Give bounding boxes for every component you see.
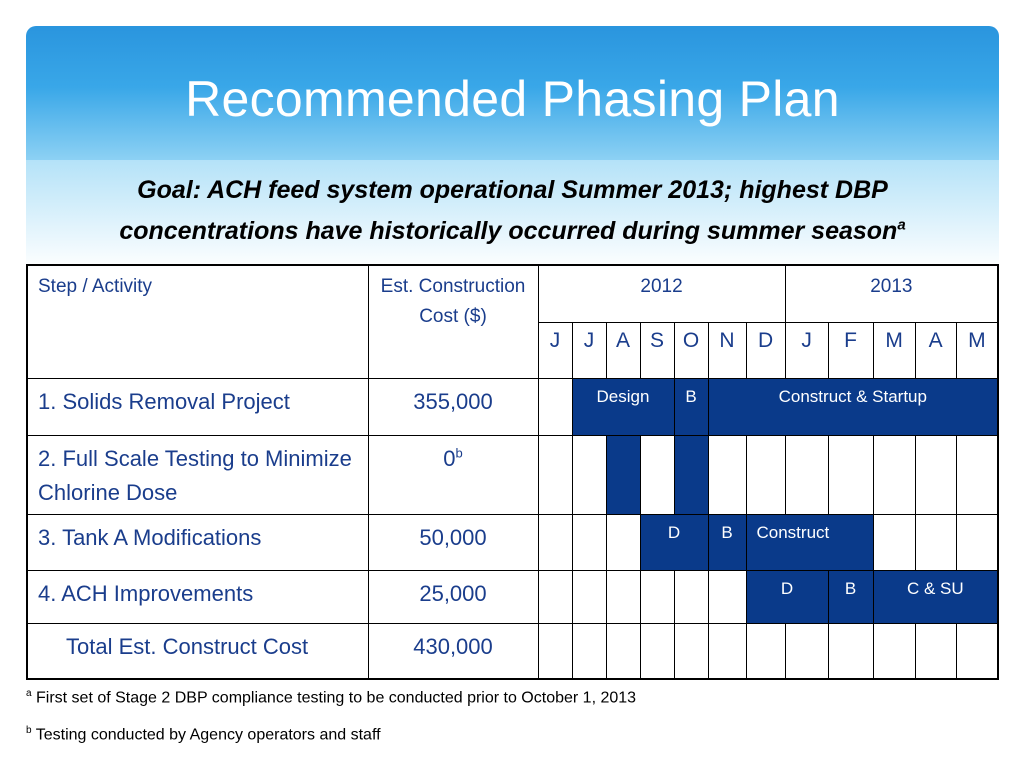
table-row-total	[27, 623, 998, 679]
step-label: Total Est. Construct Cost	[27, 623, 368, 679]
gantt-empty-cell	[828, 435, 873, 514]
gantt-empty-cell	[640, 435, 674, 514]
step-label: 3. Tank A Modifications	[27, 514, 368, 570]
gantt-empty-cell	[746, 623, 785, 679]
month-cell: D	[746, 322, 785, 378]
gantt-empty-cell	[674, 570, 708, 623]
gantt-empty-cell	[538, 435, 572, 514]
cost-footnote-mark: b	[455, 445, 463, 461]
gantt-bar-testing	[674, 435, 708, 514]
gantt-empty-cell	[572, 623, 606, 679]
gantt-bar-construct: Construct	[746, 514, 873, 570]
gantt-empty-cell	[606, 570, 640, 623]
gantt-empty-cell	[956, 623, 998, 679]
gantt-empty-cell	[538, 570, 572, 623]
goal-statement	[26, 170, 999, 252]
gantt-empty-cell	[746, 435, 785, 514]
month-cell: O	[674, 322, 708, 378]
gantt-empty-cell	[606, 623, 640, 679]
gantt-empty-cell	[606, 514, 640, 570]
gantt-bar-bid: B	[674, 378, 708, 435]
gantt-empty-cell	[873, 435, 915, 514]
cost-value: 25,000	[368, 570, 538, 623]
gantt-empty-cell	[915, 514, 956, 570]
gantt-bar-construct-startup: C & SU	[873, 570, 998, 623]
gantt-empty-cell	[956, 435, 998, 514]
header-year-2013: 2013	[785, 265, 998, 322]
cost-value: 430,000	[368, 623, 538, 679]
goal-line-2	[26, 211, 999, 252]
gantt-empty-cell	[674, 623, 708, 679]
slide-title: Recommended Phasing Plan	[185, 71, 840, 127]
table-row	[27, 514, 998, 570]
month-cell: M	[873, 322, 915, 378]
step-label: 2. Full Scale Testing to Minimize Chlorine Dose	[27, 435, 368, 514]
gantt-empty-cell	[708, 570, 746, 623]
gantt-empty-cell	[572, 514, 606, 570]
month-cell: A	[915, 322, 956, 378]
gantt-empty-cell	[538, 514, 572, 570]
cost-value-text: 0	[443, 445, 456, 471]
footnote-b-text: Testing conducted by Agency operators and staff	[31, 726, 381, 744]
table-row	[27, 570, 998, 623]
goal-line-2-text: concentrations have historically occurred during summer season	[119, 217, 898, 245]
month-cell: J	[785, 322, 828, 378]
gantt-empty-cell	[785, 435, 828, 514]
footnote-b-mark: b	[26, 725, 32, 736]
gantt-empty-cell	[873, 623, 915, 679]
month-cell: A	[606, 322, 640, 378]
month-cell: S	[640, 322, 674, 378]
gantt-empty-cell	[640, 623, 674, 679]
gantt-bar-bid: B	[828, 570, 873, 623]
gantt-empty-cell	[956, 514, 998, 570]
gantt-empty-cell	[572, 435, 606, 514]
month-cell: F	[828, 322, 873, 378]
header-year-2012: 2012	[538, 265, 785, 322]
cost-value: 355,000	[368, 378, 538, 435]
month-cell: J	[572, 322, 606, 378]
gantt-empty-cell	[873, 514, 915, 570]
step-label: 4. ACH Improvements	[27, 570, 368, 623]
step-label: 1. Solids Removal Project	[27, 378, 368, 435]
gantt-empty-cell	[538, 623, 572, 679]
goal-footnote-mark: a	[897, 216, 906, 234]
footnote-b	[26, 725, 381, 744]
gantt-bar-design: D	[746, 570, 828, 623]
header-row-years	[27, 265, 998, 322]
gantt-empty-cell	[785, 623, 828, 679]
gantt-empty-cell	[708, 435, 746, 514]
month-cell: J	[538, 322, 572, 378]
gantt-empty-cell	[708, 623, 746, 679]
gantt-empty-cell	[915, 435, 956, 514]
gantt-empty-cell	[915, 623, 956, 679]
gantt-bar-bid: B	[708, 514, 746, 570]
gantt-bar-testing	[606, 435, 640, 514]
footnote-a-text: First set of Stage 2 DBP compliance testing to be conducted prior to October 1, 2013	[31, 689, 637, 707]
gantt-empty-cell	[538, 378, 572, 435]
table-row	[27, 378, 998, 435]
month-cell: M	[956, 322, 998, 378]
gantt-empty-cell	[572, 570, 606, 623]
header-step: Step / Activity	[27, 265, 368, 378]
footnote-a-mark: a	[26, 688, 32, 699]
cost-value: 50,000	[368, 514, 538, 570]
gantt-bar-design: D	[640, 514, 708, 570]
month-cell: N	[708, 322, 746, 378]
goal-line-1: Goal: ACH feed system operational Summer 2013; highest DBP	[137, 176, 888, 204]
gantt-bar-construct-startup: Construct & Startup	[708, 378, 998, 435]
cost-value	[368, 435, 538, 514]
gantt-empty-cell	[828, 623, 873, 679]
gantt-empty-cell	[640, 570, 674, 623]
gantt-bar-design: Design	[572, 378, 674, 435]
header-cost: Est. Construction Cost ($)	[368, 265, 538, 378]
footnote-a	[26, 688, 636, 707]
table-row	[27, 435, 998, 514]
phasing-table	[26, 264, 999, 680]
